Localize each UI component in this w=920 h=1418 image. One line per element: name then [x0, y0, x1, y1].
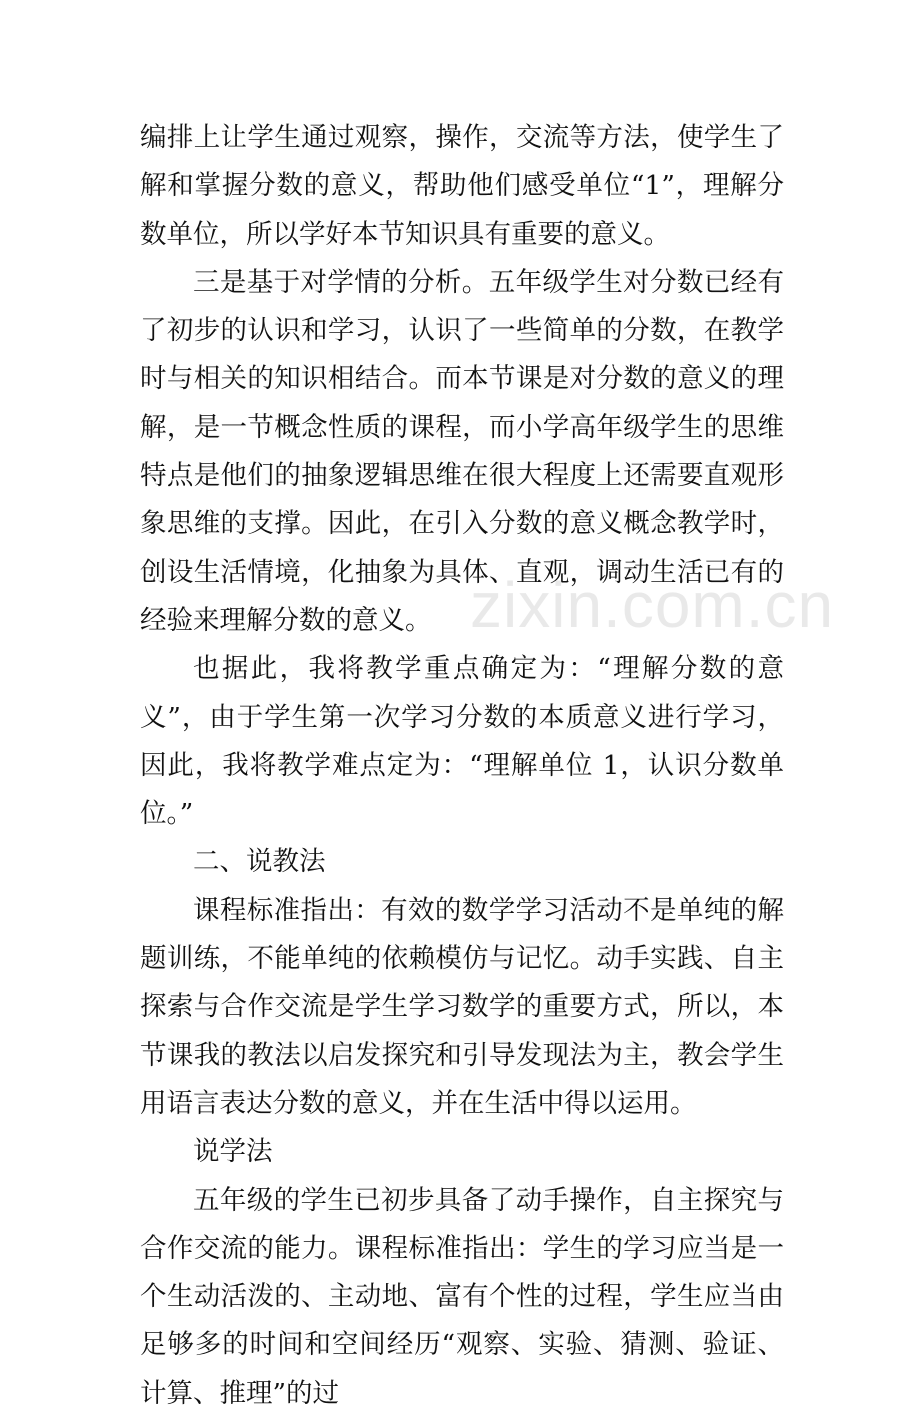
paragraph-key-points: 也据此，我将教学重点确定为：“理解分数的意义”，由于学生第一次学习分数的本质意义进行学习，因此，我将教学难点定为：“理解单位 1，认识分数单位。”	[140, 653, 784, 830]
watermark-text: zixin.com.cn	[470, 569, 835, 641]
paragraph-learner-analysis: 三是基于对学情的分析。五年级学生对分数已经有了初步的认识和学习，认识了一些简单的分数，在教学时与相关的知识相结合。而本节课是对分数的意义的理解，是一节概念性质的课程，而小学高年级学生的思维特点是他们的抽象逻辑思维在很大程度上还需要直观形象思维的支撑。因此，在引入分数的意义概念教学时，创设生活情境，化抽象为具体、直观，调动生活已有的经验来理解分数的意义。	[140, 266, 784, 636]
document-body	[140, 114, 784, 1418]
section-heading-teaching-method: 二、说教法	[193, 846, 326, 878]
paragraph-learning-method: 五年级的学生已初步具备了动手操作，自主探究与合作交流的能力。课程标准指出：学生的学习应当是一个生动活泼的、主动地、富有个性的过程，学生应当由足够多的时间和空间经历“观察、实验、猜测、验证、计算、推理”的过	[140, 1184, 784, 1409]
paragraph-continued: 编排上让学生通过观察，操作，交流等方法，使学生了解和掌握分数的意义，帮助他们感受单位“1”，理解分数单位，所以学好本节知识具有重要的意义。	[140, 122, 784, 250]
section-heading-learning-method: 说学法	[193, 1136, 273, 1168]
paragraph-teaching-method: 课程标准指出：有效的数学学习活动不是单纯的解题训练，不能单纯的依赖模仿与记忆。动手实践、自主探索与合作交流是学生学习数学的重要方式，所以，本节课我的教法以启发探究和引导发现法为主，教会学生用语言表达分数的意义，并在生活中得以运用。	[140, 894, 784, 1119]
